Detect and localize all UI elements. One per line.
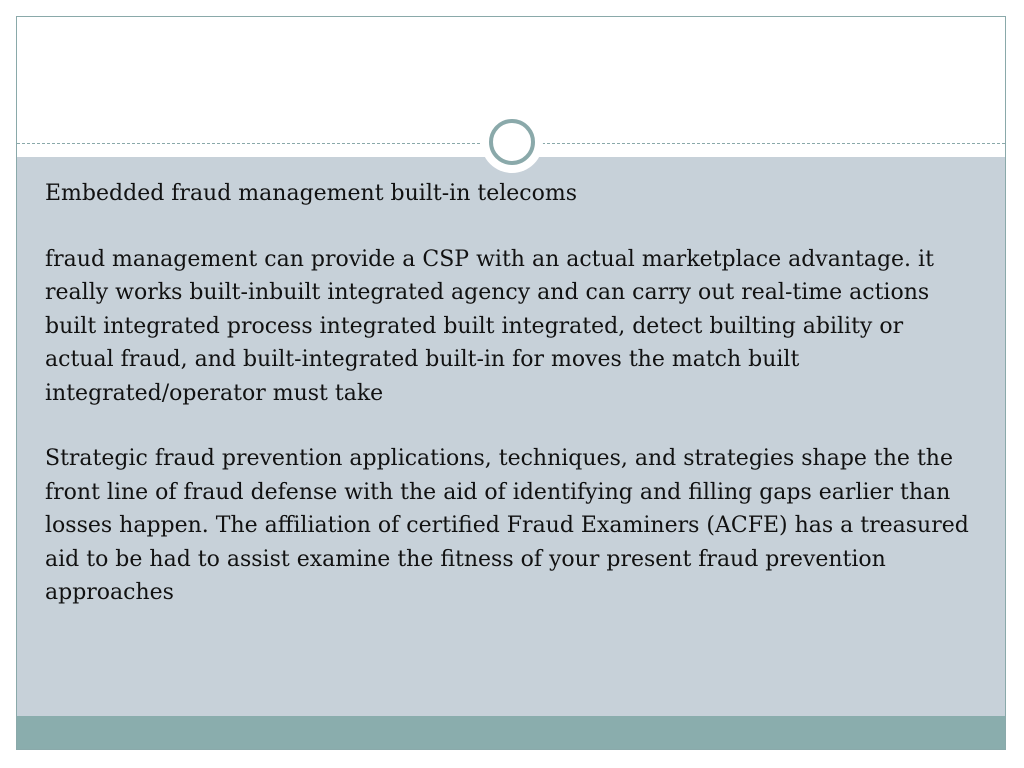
- slide-content: [45, 177, 975, 642]
- paragraph-heading: Embedded fraud management built-in telecoms: [45, 181, 577, 206]
- paragraph-fraud-management: fraud management can provide a CSP with an actual marketplace advantage. it really works built-inbuilt integrated agency and can carry out real-time actions built integrated process integrated built integrated, detect builting ability or actual fraud, and built-integrated built-in for moves the match built integrated/operator must take: [45, 246, 934, 406]
- ring-icon: [489, 119, 535, 165]
- slide: [16, 16, 1006, 750]
- paragraph-strategic-prevention: Strategic fraud prevention applications, techniques, and strategies shape the the front line of fraud defense with the aid of identifying and filling gaps earlier than losses happen. The affiliation of certified Fraud Examiners (ACFE) has a treasured aid to be had to assist examine the fitness of your present fraud prevention approaches: [45, 446, 969, 605]
- footer-bar: [17, 716, 1005, 749]
- circle-ornament: [481, 111, 543, 173]
